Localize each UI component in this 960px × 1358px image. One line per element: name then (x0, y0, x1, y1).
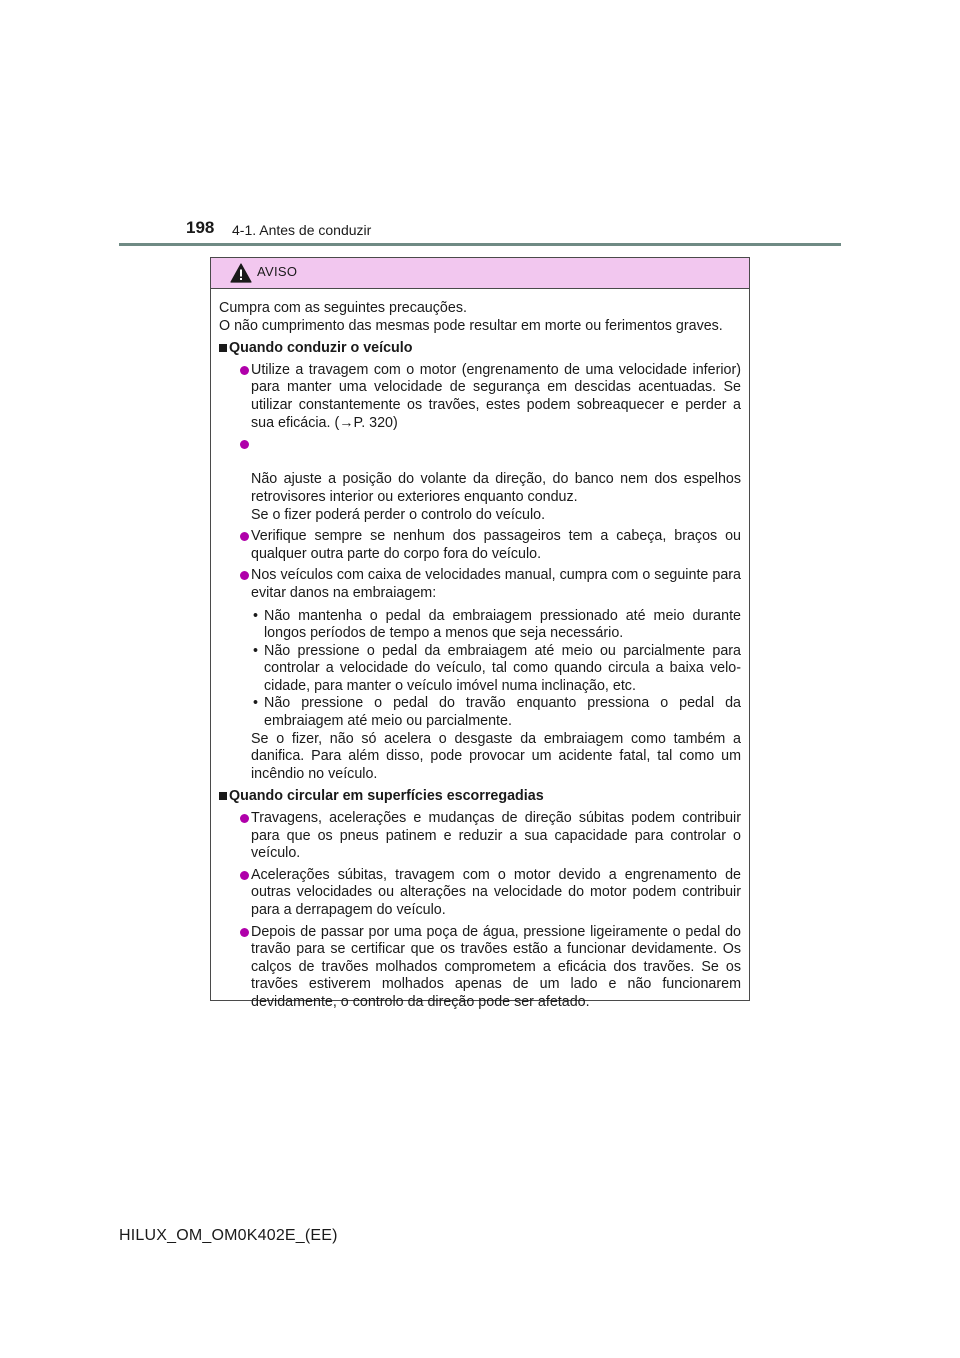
bullet-dot-icon (240, 366, 249, 375)
heading-text: Quando circular em superfícies escorregadias (229, 788, 544, 805)
bullet-dot-icon (240, 814, 249, 823)
warning-title: AVISO (257, 264, 298, 279)
section-heading (219, 788, 741, 806)
sub-list-item (219, 643, 741, 696)
warning-intro (219, 300, 741, 335)
list-item-text: Travagens, acelerações e mudanças de direção súbitas podem contribuir para que os pneus patinem e reduzir a sua capacidade para controlar o veículo. (251, 810, 741, 862)
header-rule (119, 243, 841, 246)
list-item-text: Depois de passar por uma poça de água, pressione ligeiramente o pedal do travão para se certificar que os travões estão a funcionar devidamente. Os calços de travões molhados comprometem a eficácia dos travões. Se os travões estiverem molhados apenas de um lado e não funcionarem devidamente, o controlo da direção pode ser afetado. (251, 923, 741, 1010)
section-title: 4-1. Antes de conduzir (232, 222, 372, 238)
bullet-dot-icon (240, 532, 249, 541)
warning-triangle-icon (230, 263, 252, 283)
closing-paragraph: Se o fizer, não só acelera o desgaste da embraiagem como também a danifica. Para além disso, pode provocar um acidente fatal, tal como um incêndio no veículo. (251, 730, 741, 782)
list-item (219, 436, 741, 524)
list-item (219, 924, 741, 1012)
bullet-dot-icon (240, 928, 249, 937)
intro-line: O não cumprimento das mesmas pode resultar em morte ou ferimentos graves. (219, 317, 723, 334)
sub-list-item (219, 695, 741, 730)
list-item-text: Acelerações súbitas, travagem com o motor devido a engrenamento de outras velocidades ou alterações na velocidade do motor podem contribuir para a derrapagem do veículo. (251, 866, 741, 918)
bullet-dot-icon (240, 871, 249, 880)
list-item-text: Verifique sempre se nenhum dos passageiros tem a cabeça, braços ou qualquer outra parte do corpo fora do veículo. (251, 528, 741, 562)
document-code: HILUX_OM_OM0K402E_(EE) (119, 1227, 338, 1244)
bullet-dot-icon (240, 571, 249, 580)
sub-item-text: Não mantenha o pedal da embraiagem pressionado até meio durante longos períodos de tempo a menos que seja necessário. (264, 607, 741, 642)
warning-body (211, 289, 749, 1012)
square-bullet-icon (219, 792, 227, 800)
sub-list-item (219, 608, 741, 643)
heading-text: Quando conduzir o veículo (229, 340, 413, 357)
sub-list (219, 608, 741, 731)
list-item (219, 867, 741, 920)
bullet-dot-icon (240, 440, 249, 449)
list-item-text: Utilize a travagem com o motor (engrenamento de uma velocidade inferior) para manter uma velocidade de segurança em descidas acentuadas. Se utilizar constantemente os travões, estes podem sobreaquecer e perder a sua eficácia. (→P. 320) (251, 361, 741, 431)
square-bullet-icon (219, 344, 227, 352)
list-item (219, 810, 741, 863)
sub-bullet-icon: • (253, 642, 259, 659)
page-number: 198 (186, 218, 215, 237)
list-item (219, 567, 741, 602)
warning-header (211, 258, 749, 289)
list-item-text: Nos veículos com caixa de velocidades manual, cumpra com o seguinte para evitar danos na embraiagem: (251, 567, 741, 601)
section-heading (219, 340, 741, 358)
list-item (219, 362, 741, 432)
warning-box (210, 257, 750, 1010)
list-item-text: Não ajuste a posição do volante da direção, do banco nem dos espelhos retrovisores interior ou exteriores enquanto conduz. Se o fizer poderá perder o controlo do veículo. (251, 471, 741, 523)
sub-bullet-icon: • (253, 695, 259, 712)
list-item (219, 528, 741, 563)
sub-item-text: Não pressione o pedal do travão enquanto pressiona o pedal da embraiagem até meio ou parcialmente. (264, 695, 741, 730)
intro-line: Cumpra com as seguintes precauções. (219, 300, 467, 316)
sub-item-text: Não pressione o pedal da embraiagem até meio ou parcialmente para controlar a velocidade do veículo, tal como quando circula a baixa velocidade, para manter o veículo imóvel numa inclinação, etc. (264, 642, 741, 694)
sub-bullet-icon: • (253, 607, 259, 624)
